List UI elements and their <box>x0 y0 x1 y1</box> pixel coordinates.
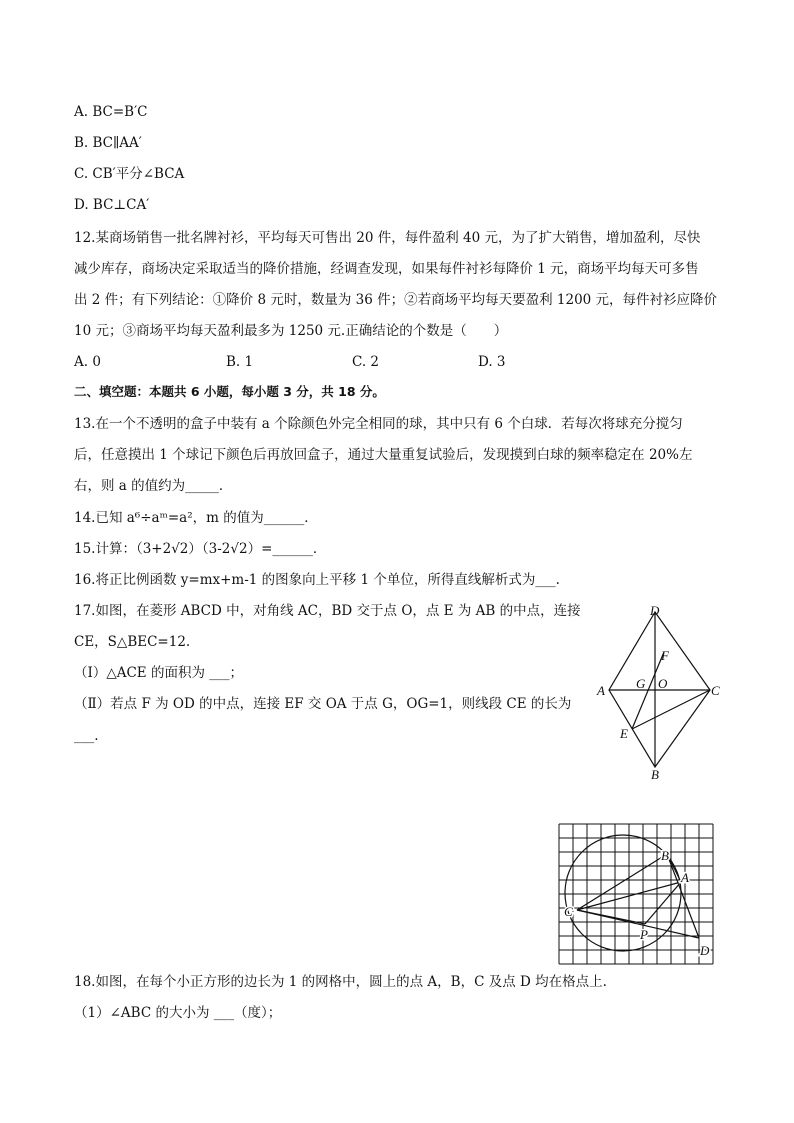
label-c: C <box>711 683 720 698</box>
q17-line4: （Ⅱ）若点 F 为 OD 的中点，连接 EF 交 OA 于点 G，OG=1，则线段 CE 的长为 <box>74 696 572 712</box>
segment-ce <box>632 690 710 729</box>
grid-label-p: P <box>640 927 648 942</box>
q12-option-b: B. 1 <box>226 354 254 370</box>
q12-line4: 10 元；③商场平均每天盈利最多为 1250 元.正确结论的个数是（ ） <box>74 323 508 339</box>
option-b: B. BC∥AA′ <box>74 135 142 151</box>
grid-figure <box>555 820 725 968</box>
q17-line2: CE，S△BEC=12. <box>74 634 191 650</box>
segment-cd <box>577 910 699 938</box>
q14: 14.已知 a⁶÷aᵐ=a²，m 的值为______． <box>74 510 318 526</box>
q18-line2: （1）∠ABC 的大小为 ___（度）； <box>74 1005 282 1021</box>
label-d: D <box>650 603 660 618</box>
grid-label-c: C <box>564 904 573 919</box>
q17-line1: 17.如图，在菱形 ABCD 中，对角线 AC，BD 交于点 O，点 E 为 AB 的中点，连接 <box>74 603 581 619</box>
label-g: G <box>636 676 646 691</box>
q12-option-a: A. 0 <box>74 354 101 370</box>
q18-line1: 18.如图，在每个小正方形的边长为 1 的网格中，圆上的点 A，B，C 及点 D 均在格点上. <box>74 974 607 990</box>
q17-line3: （Ⅰ）△ACE 的面积为 ___； <box>74 665 243 681</box>
q13-line1: 13.在一个不透明的盒子中装有 a 个除颜色外完全相同的球，其中只有 6 个白球．若每次将球充分搅匀 <box>74 416 683 432</box>
grid-label-a: A <box>681 870 689 885</box>
q12-line3: 出 2 件；有下列结论：①降价 8 元时，数量为 36 件；②若商场平均每天要盈利 1200 元，每件衬衫应降价 <box>74 292 718 308</box>
q12-line2: 减少库存，商场决定采取适当的降价措施，经调查发现，如果每件衬衫每降价 1 元，商场平均每天可多售 <box>74 261 699 277</box>
q13-line3: 右，则 a 的值约为_____． <box>74 478 233 494</box>
q12-option-d: D. 3 <box>478 354 506 370</box>
option-c: C. CB′平分∠BCA <box>74 166 185 182</box>
label-f: F <box>661 648 669 663</box>
segment-cb <box>577 854 667 910</box>
label-o: O <box>658 676 668 691</box>
q13-line2: 后，任意摸出 1 个球记下颜色后再放回盒子，通过大量重复试验后，发现摸到白球的频率稳定在 20%左 <box>74 447 693 463</box>
option-a: A. BC=B′C <box>74 104 148 120</box>
rhombus-figure <box>592 602 732 782</box>
option-d: D. BC⊥CA′ <box>74 197 150 213</box>
label-e: E <box>620 726 628 741</box>
q12-line1: 12.某商场销售一批名牌衬衫，平均每天可售出 20 件，每件盈利 40 元，为了扩大销售，增加盈利，尽快 <box>74 230 701 246</box>
q17-line5: ___. <box>74 728 99 744</box>
q15: 15.计算：（3+2√2）（3-2√2）=______． <box>74 541 327 557</box>
q16: 16.将正比例函数 y=mx+m-1 的图象向上平移 1 个单位，所得直线解析式为___. <box>74 572 560 588</box>
label-b: B <box>651 767 659 782</box>
grid-label-d: D <box>700 943 710 958</box>
grid-label-b: B <box>661 848 669 863</box>
q12-option-c: C. 2 <box>352 354 380 370</box>
label-a: A <box>597 683 605 698</box>
section-heading: 二、填空题：本题共 6 小题，每小题 3 分，共 18 分。 <box>74 384 385 399</box>
